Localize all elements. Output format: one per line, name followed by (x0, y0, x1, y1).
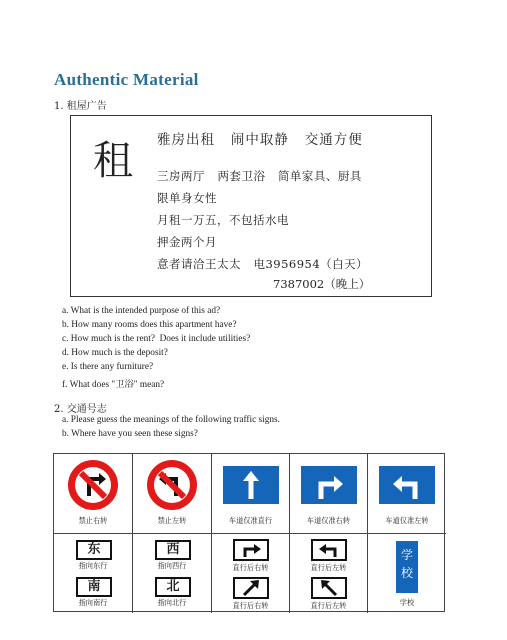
sign-label: 禁止右转 (78, 516, 108, 525)
question-item: b. Where have you seen these signs? (62, 429, 198, 439)
ad-line: 三房两厅 两套卫浴 简单家具、厨具 (157, 169, 362, 183)
page-title: Authentic Material (54, 70, 199, 89)
sign-label: 学校 (399, 598, 415, 607)
sign-cell (290, 454, 368, 534)
sign-label: 直行后右转 (232, 601, 269, 610)
sign-cell (368, 454, 446, 534)
question-item: e. Is there any furniture? (62, 362, 154, 372)
west-sign-icon: 西 (155, 540, 191, 560)
section-heading-rental-ad: 1. 租屋广告 (54, 101, 107, 112)
section-heading-traffic-signs: 2. 交通号志 (54, 404, 107, 415)
sign-label: 指向东行 (78, 561, 108, 570)
sign-label: 直行后右转 (232, 563, 269, 572)
sign-label: 车道仅准右转 (306, 516, 351, 525)
traffic-sign-table (53, 453, 445, 612)
sign-cell (212, 454, 290, 534)
straight-then-right-icon (233, 539, 269, 561)
ad-line: 月租一万五，不包括水电 (157, 213, 289, 227)
ad-line: 限单身女性 (157, 191, 217, 205)
right-turn-only-icon (301, 466, 357, 504)
school-sign-icon: 学校 (396, 541, 418, 593)
sign-label: 指向西行 (157, 561, 187, 570)
sign-cell (368, 534, 446, 613)
sign-label: 直行后左转 (310, 563, 347, 572)
sign-cell (54, 534, 133, 613)
sign-label: 禁止左转 (157, 516, 187, 525)
question-item: b. How many rooms does this apartment have? (62, 320, 237, 330)
no-right-turn-icon (68, 460, 118, 510)
sign-cell (212, 534, 290, 613)
no-left-turn-icon (147, 460, 197, 510)
sign-label: 指向南行 (78, 598, 108, 607)
east-sign-icon: 东 (76, 540, 112, 560)
sign-label: 指向北行 (157, 598, 187, 607)
sign-cell (54, 454, 133, 534)
straight-then-left-icon (311, 539, 347, 561)
straight-then-right-diagonal-icon (233, 577, 269, 599)
question-item: a. Please guess the meanings of the following traffic signs. (62, 415, 281, 425)
north-sign-icon: 北 (155, 577, 191, 597)
question-item: d. How much is the deposit? (62, 348, 168, 358)
sign-label: 直行后左转 (310, 601, 347, 610)
sign-cell (133, 534, 212, 613)
question-item: c. How much is the rent? Does it include utilities? (62, 334, 251, 344)
rental-ad-box (70, 115, 432, 297)
straight-then-left-diagonal-icon (311, 577, 347, 599)
ad-evening-phone: 7387002（晚上） (273, 277, 371, 291)
ad-big-character: 租 (93, 138, 133, 184)
straight-only-icon (223, 466, 279, 504)
sign-label: 车道仅准左转 (385, 516, 429, 525)
sign-cell (290, 534, 368, 613)
sign-cell (133, 454, 212, 534)
left-turn-only-icon (379, 466, 435, 504)
south-sign-icon: 南 (76, 577, 112, 597)
question-item: f. What does "卫浴" mean? (62, 380, 165, 390)
sign-label: 车道仅准直行 (228, 516, 273, 525)
ad-headline: 雅房出租 闹中取静 交通方便 (157, 132, 363, 148)
question-item: a. What is the intended purpose of this ad? (62, 306, 221, 316)
ad-line: 押金两个月 (157, 235, 217, 249)
ad-line: 意者请洽王太太 电3956954（白天） (157, 257, 369, 271)
